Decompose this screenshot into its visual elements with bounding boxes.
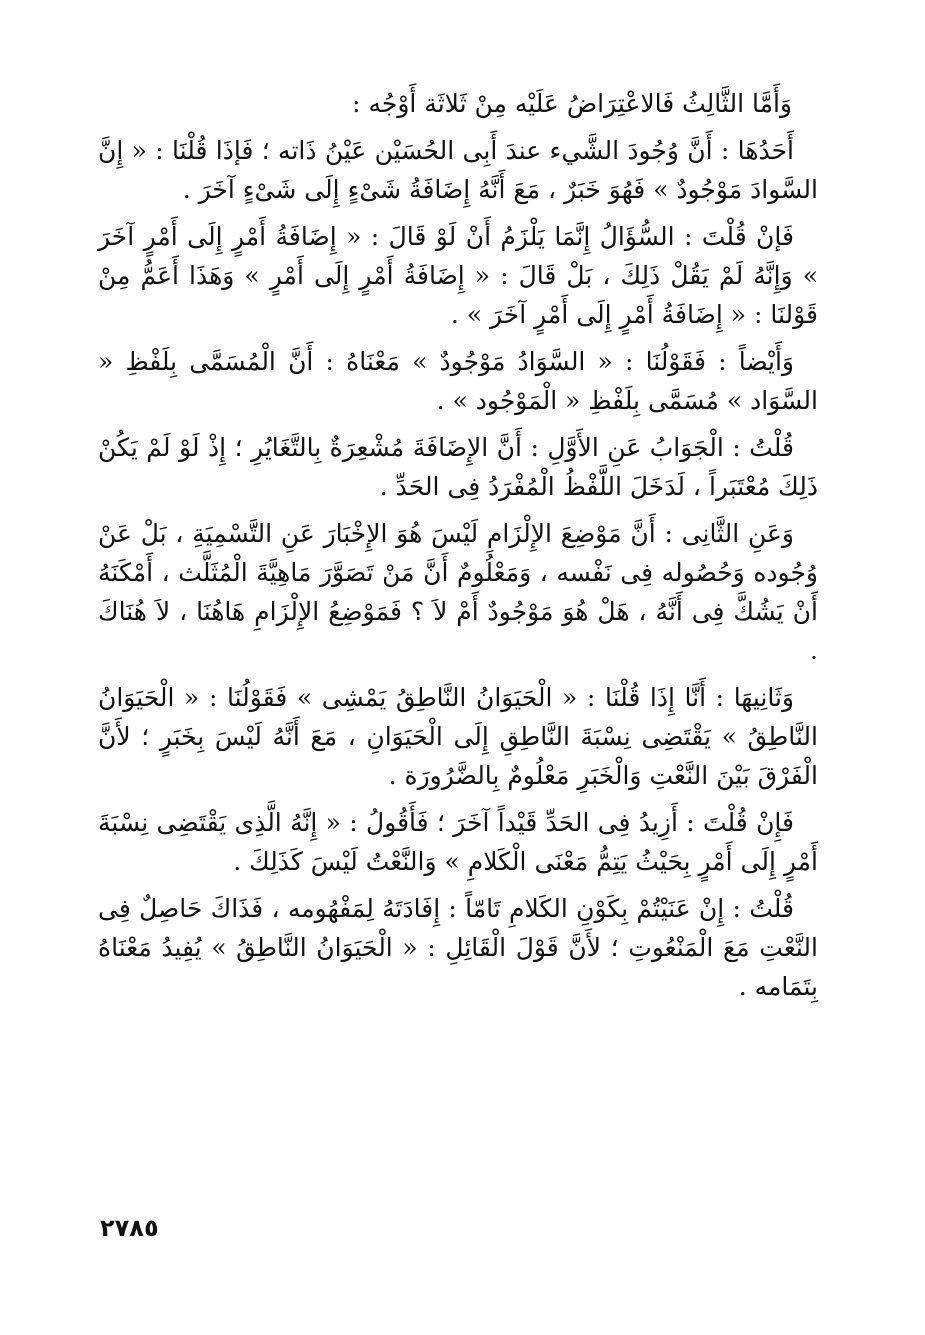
paragraph-added-condition: فَإِنْ قُلْتَ : أَزِيدُ فِى الحَدِّ قَيْداً آخَرَ ؛ فَأَقُولُ : « إِنَّهُ الَّذِى يَقْتَضِى نِسْبَةَ أَمْرٍ إِلَى أَمْرٍ بِحَيْثُ يَتِمُّ مَعْنَى الْكَلامِ » وَالنَّعْتُ لَيْسَ كَذَلِكَ . (98, 808, 818, 876)
paragraph-also: وَأَيْضاً : فَقَوْلُنَا : « السَّوَادُ مَوْجُودٌ » مَعْنَاهُ : أَنَّ الْمُسَمَّى بِلَفْظِ « السَّوَاد » مُسَمَّى بِلَفْظِ « الْمَوْجُود » . (98, 347, 818, 415)
page-number: ٢٧٨٥ (100, 1214, 159, 1242)
paragraph-answer-first: قُلْتُ : الْجَوَابُ عَنِ الأَوَّلِ : أَنَّ الإِضَافَةَ مُشْعِرَةٌ بِالتَّغَايُرِ ؛ إِذْ لَوْ لَمْ يَكُنْ ذَلِكَ مُعْتَبَراً ، لَدَخَلَ اللَّفْظُ الْمُفْرَدُ فِى الحَدِّ . (98, 433, 818, 501)
paragraph-answer-second: وَعَنِ الثَّانِى : أَنَّ مَوْضِعَ الإِلْزَامِ لَيْسَ هُوَ الإِخْبَارَ عَنِ التَّسْمِيَةِ ، بَلْ عَنْ وُجُوده وَحُصُوله فِى نَفْسه ، وَمَعْلُومٌ أَنَّ مَنْ تَصَوَّرَ مَاهِيَّةَ الْمُثَلَّث ، أَمْكَنَهُ أَنْ يَشُكَّ فِى أَنَّهُ ، هَلْ هُوَ مَوْجُودٌ أَمْ لاَ ؟ فَمَوْضِعُ الإِلْزَامِ هَاهُنَا ، لاَ هُنَاكَ . (98, 519, 818, 665)
body-text (98, 84, 818, 1014)
paragraph-second-aspect: وَثَانِيهَا : أَنَّا إِذَا قُلْنَا : « الْحَيَوَانُ النَّاطِقُ يَمْشِى » فَقَوْلُنَا : « الْحَيَوَانُ النَّاطِقُ » يَقْتَضِى نِسْبَةَ النَّاطِقِ إِلَى الْحَيَوَانِ ، مَعَ أَنَّهُ لَيْسَ بِخَبَرٍ ؛ لأَنَّ الْفَرْقَ بَيْنَ النَّعْتِ وَالْخَبَرِ مَعْلُومٌ بِالضَّرُورَة . (98, 683, 818, 790)
paragraph-question: فَإنْ قُلْتَ : السُّؤَالُ إِنَّمَا يَلْزَمُ أَنْ لَوْ قَالَ : « إِضَافَةُ أَمْرٍ إِلَى أَمْرٍ آخَرَ » وَإِنَّهُ لَمْ يَقُلْ ذَلِكَ ، بَلْ قَالَ : « إِضَافَةُ أَمْرٍ إِلَى أَمْرٍ » وَهَذَا أَعَمُّ مِنْ قَوْلنَا : « إِضَافَةُ أَمْرٍ إِلَى أَمْرٍ آخَرَ » . (98, 222, 818, 329)
paragraph-first-aspect: أَحَدُهَا : أَنَّ وُجُودَ الشَّيء عندَ أَبِى الحُسَيْن عَيْنُ ذَاته ؛ فَإذَا قُلْنَا : « إِنَّ السَّوادَ مَوْجُودٌ » فَهُوَ خَبَرٌ ، مَعَ أَنَّهُ إِضَافَةُ شَىْءٍ إِلَى شَىْءٍ آخَرَ . (98, 136, 818, 204)
paragraph-final-answer: قُلْتُ : إِنْ عَنَيْتُمْ بِكَوْنِ الكَلامِ تَامّاً : إِفَادَتَهُ لِمَفْهُومه ، فَذَاكَ حَاصِلٌ فِى النَّعْتِ مَعَ الْمَنْعُوتِ ؛ لأَنَّ قَوْلَ الْقَائِلِ : « الْحَيَوَانُ النَّاطِقُ » يُفِيدُ مَعْنَاهُ بِتَمَامه . (98, 894, 818, 1001)
paragraph-third-objection-intro: وَأَمَّا الثَّالِثُ فَالاعْتِرَاضُ عَلَيْه مِنْ ثَلاثَة أَوْجُه : (352, 89, 792, 118)
